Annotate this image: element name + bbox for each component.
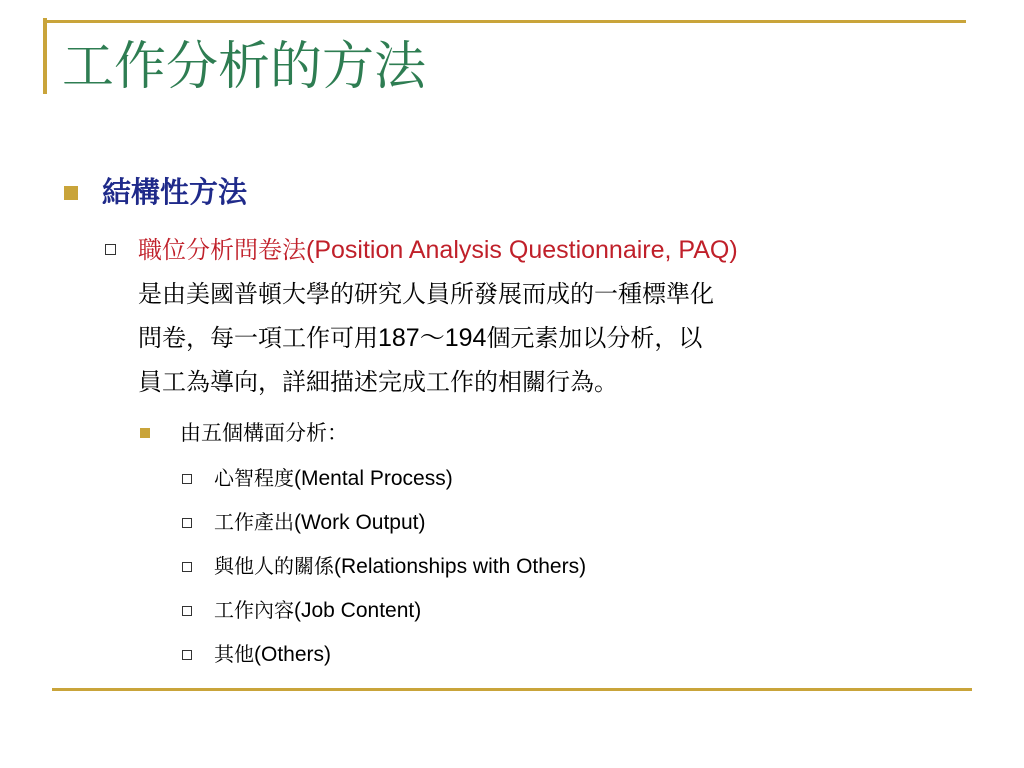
hollow-square-bullet-icon: [105, 244, 116, 255]
level4-text: [214, 594, 421, 627]
level4-zh: 心智程度: [214, 466, 294, 490]
level4-zh: 與他人的關係: [214, 554, 334, 578]
level2-line2-post: 個元素加以分析，以: [486, 324, 703, 352]
level4-en: (Relationships with Others): [334, 555, 587, 578]
footer-divider: [52, 688, 972, 691]
level4-text: [214, 462, 453, 495]
level4-zh: 工作內容: [214, 598, 294, 622]
level4-text: [214, 550, 586, 583]
hollow-square-bullet-icon: [182, 562, 192, 572]
level2-text: [138, 228, 973, 404]
level2-line2-pre: 問卷，每一項工作可用: [138, 324, 378, 352]
level4-text: [214, 506, 425, 539]
level4-en: (Mental Process): [294, 467, 453, 490]
level4-en: (Job Content): [294, 599, 422, 622]
hollow-square-bullet-icon: [182, 606, 192, 616]
level4-en: (Work Output): [294, 511, 426, 534]
hollow-square-bullet-icon: [182, 474, 192, 484]
level2-line2-number: 187～194: [378, 324, 487, 352]
level2-line3: 員工為導向，詳細描述完成工作的相關行為。: [138, 368, 618, 396]
level4-en: (Others): [254, 643, 332, 666]
square-bullet-icon: [140, 428, 150, 438]
level2-lead: 職位分析問卷法: [138, 236, 306, 264]
page-title: 工作分析的方法: [62, 37, 427, 97]
level2-lead-latin: (Position Analysis Questionnaire, PAQ): [306, 236, 738, 264]
hollow-square-bullet-icon: [182, 518, 192, 528]
hollow-square-bullet-icon: [182, 650, 192, 660]
square-bullet-icon: [64, 186, 78, 200]
level4-text: [214, 638, 331, 671]
level1-text: 結構性方法: [102, 175, 248, 209]
level4-zh: 工作產出: [214, 510, 294, 534]
level2-line1: 是由美國普頓大學的研究人員所發展而成的一種標準化: [138, 280, 714, 308]
level4-zh: 其他: [214, 642, 254, 666]
level3-text: 由五個構面分析：: [180, 421, 348, 445]
